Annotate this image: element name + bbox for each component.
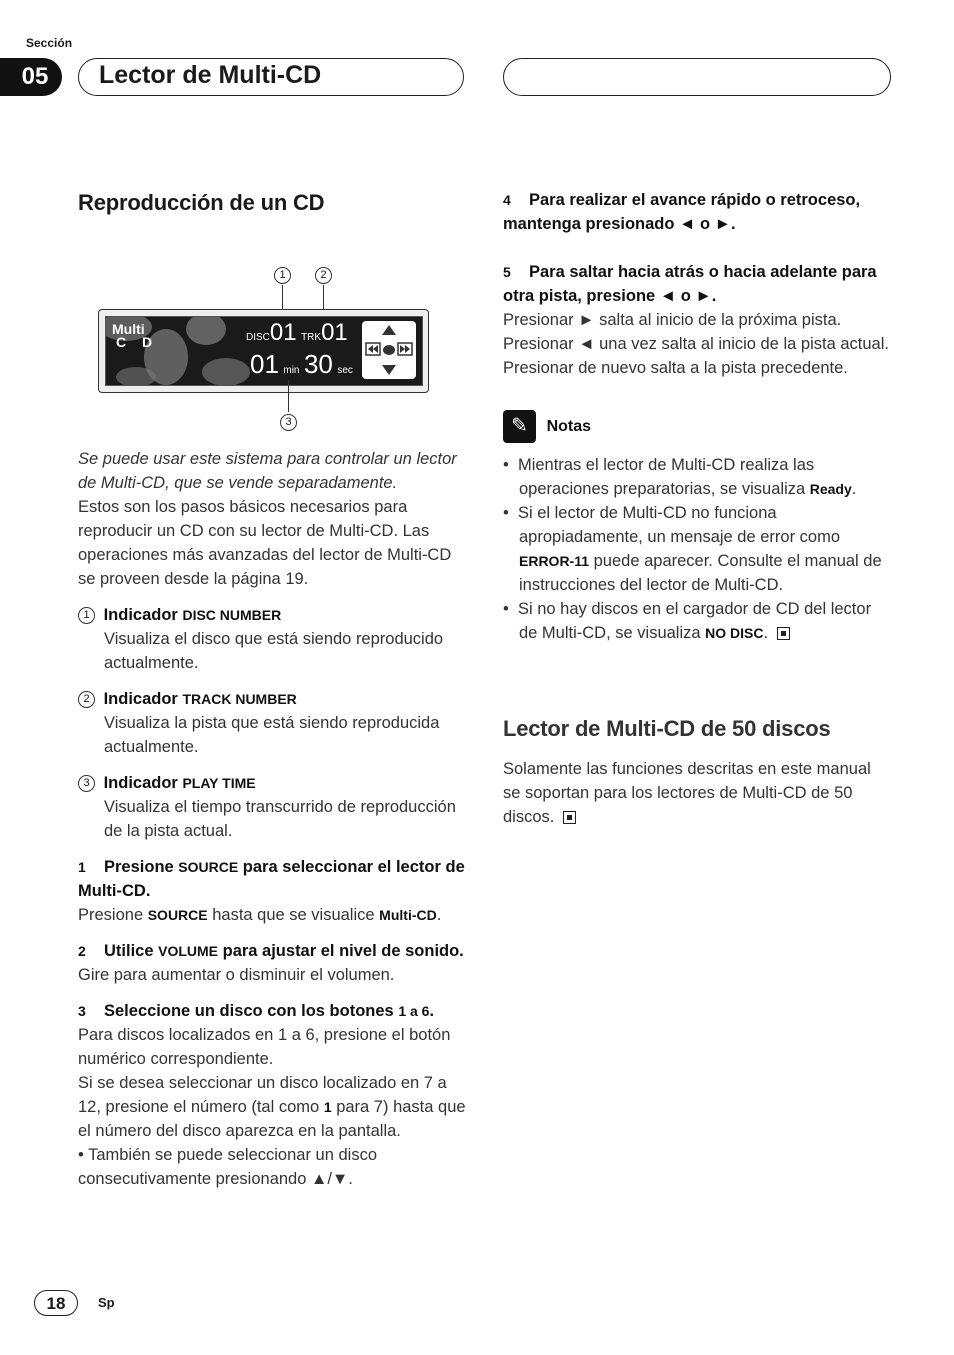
step-text-b: hasta que se visualice	[212, 906, 375, 924]
step-text-2b: para 7) hasta que el número del disco aparezca en la pantalla.	[78, 1098, 466, 1140]
indicator-item	[78, 687, 466, 759]
indicator-num: 3	[78, 775, 95, 792]
brand-logo	[112, 323, 158, 349]
note-key: ERROR-11	[519, 553, 590, 569]
step-title-a: Presione	[104, 858, 174, 876]
disc-label: DISC	[246, 332, 270, 343]
step-key: SOURCE	[178, 859, 239, 875]
step-title-a: Utilice	[104, 942, 154, 960]
indicator-num: 1	[78, 607, 95, 624]
note-key: Ready	[809, 481, 852, 497]
step-text-key: SOURCE	[147, 907, 208, 923]
note-item: • Si el lector de Multi-CD no funciona apropiadamente, un mensaje de error como ERROR-11 puede aparecer. Consulte el manual de instrucciones del lector de Multi-CD.	[503, 504, 882, 594]
indicator-item	[78, 603, 466, 675]
step-2	[78, 939, 466, 987]
callout-1: 1	[274, 267, 291, 284]
step-5	[503, 260, 891, 380]
left-column	[78, 447, 466, 1191]
step-4	[503, 188, 891, 236]
section-label: Sección	[26, 36, 73, 50]
note-text: Mientras el lector de Multi-CD realiza las operaciones preparatorias, se visualiza	[517, 456, 815, 498]
paragraph-text: Solamente las funciones descritas en este manual se soportan para los lectores de Multi-CD de 50 discos.	[503, 760, 871, 826]
sec-value: 30	[303, 349, 333, 379]
step-number: 1	[78, 859, 86, 875]
control-pad-icon	[362, 321, 416, 379]
note-text-end: puede aparecer. Consulte el manual de instrucciones del lector de Multi-CD.	[519, 552, 882, 594]
indicator-name: TRACK NUMBER	[182, 691, 297, 707]
step-title: Para realizar el avance rápido o retroceso, mantenga presionado ◄ o ►.	[503, 191, 861, 233]
callout-3: 3	[280, 414, 297, 431]
step-desc: Presionar ► salta al inicio de la próxima pista. Presionar ◄ una vez salta al inicio de la pista actual. Presionar de nuevo salta a la pista precedente.	[503, 311, 889, 377]
callout-2: 2	[315, 267, 332, 284]
callout-line-3	[288, 380, 289, 412]
stop-icon	[777, 627, 790, 640]
intro-italic: Se puede usar este sistema para controlar un lector de Multi-CD, que se vende separadamente.	[78, 450, 457, 492]
notes-header	[503, 410, 891, 443]
time-row	[250, 349, 353, 380]
right-column	[503, 188, 891, 829]
notes-list	[503, 453, 891, 645]
section-heading: Reproducción de un CD	[78, 190, 325, 215]
step-text-2key: 1	[323, 1099, 332, 1115]
chapter-title: Lector de Multi-CD	[78, 58, 464, 96]
note-item: • Si no hay discos en el cargador de CD del lector de Multi-CD, se visualiza NO DISC.	[503, 600, 872, 642]
trk-value: 01	[321, 319, 348, 346]
indicator-label: Indicador	[103, 774, 178, 792]
indicator-desc: Visualiza el disco que está siendo reproducido actualmente.	[104, 630, 444, 672]
section-heading-2: Lector de Multi-CD de 50 discos	[503, 716, 831, 741]
indicator-item	[78, 771, 466, 843]
step-text-val: Multi-CD	[379, 907, 437, 923]
min-value: 01	[250, 349, 279, 379]
step-key: 1 a 6	[398, 1003, 430, 1019]
note-key: NO DISC	[705, 625, 764, 641]
note-text: Si el lector de Multi-CD no funciona apropiadamente, un mensaje de error como	[517, 504, 841, 546]
step-number: 2	[78, 943, 86, 959]
indicator-name: DISC NUMBER	[182, 607, 282, 623]
step-number: 3	[78, 1003, 86, 1019]
indicator-desc: Visualiza la pista que está siendo reproducida actualmente.	[104, 714, 440, 756]
indicator-label: Indicador	[103, 606, 178, 624]
step-3	[78, 999, 466, 1191]
stop-icon	[563, 811, 576, 824]
step-1	[78, 855, 466, 927]
step-number: 4	[503, 192, 511, 208]
trk-label: TRK	[301, 332, 322, 343]
step-text-end: .	[436, 906, 442, 924]
section-number: 05	[0, 58, 62, 96]
sec-label: sec	[337, 365, 353, 376]
notes-title: Notas	[546, 417, 592, 435]
step-number: 5	[503, 264, 511, 280]
display-panel	[98, 309, 429, 393]
paragraph-50-disc	[503, 757, 891, 829]
display-screen	[105, 316, 423, 386]
brand-bottom: C D	[116, 334, 159, 350]
step-title-b: .	[429, 1002, 435, 1020]
indicator-desc: Visualiza el tiempo transcurrido de reproducción de la pista actual.	[104, 798, 456, 840]
step-title-a: Seleccione un disco con los botones	[104, 1002, 394, 1020]
pencil-icon: ✎	[503, 410, 536, 443]
step-bullet: • También se puede seleccionar un disco consecutivamente presionando ▲/▼.	[78, 1146, 377, 1188]
chapter-title-box-empty	[503, 58, 891, 96]
display-illustration	[98, 262, 430, 440]
indicator-num: 2	[78, 691, 95, 708]
min-label: min	[283, 365, 300, 376]
indicator-label: Indicador	[103, 690, 178, 708]
note-text: Si no hay discos en el cargador de CD del lector de Multi-CD, se visualiza	[517, 600, 872, 642]
step-text: Gire para aumentar o disminuir el volumen.	[78, 966, 395, 984]
intro-text: Estos son los pasos básicos necesarios para reproducir un CD con su lector de Multi-CD. Las operaciones más avanzadas del lector de Multi-CD se proveen desde la página 19.	[78, 498, 452, 588]
note-item: • Mientras el lector de Multi-CD realiza las operaciones preparatorias, se visualiza Ready.	[503, 456, 857, 498]
disc-track-row	[246, 319, 348, 347]
step-title-b: para seleccionar el lector de Multi-CD.	[78, 858, 465, 900]
note-text-end: .	[763, 624, 769, 642]
step-key: VOLUME	[158, 943, 219, 959]
brand-top: Multi	[112, 321, 145, 337]
step-title: Para saltar hacia atrás o hacia adelante para otra pista, presione ◄ o ►.	[503, 263, 877, 305]
page-number: 18	[34, 1290, 78, 1316]
note-text-end: .	[851, 480, 857, 498]
step-text-2a: Si se desea seleccionar un disco localizado en 7 a 12, presione el número (tal como	[78, 1074, 447, 1116]
step-text-a: Presione	[78, 906, 144, 924]
disc-value: 01	[269, 319, 297, 346]
indicator-name: PLAY TIME	[182, 775, 256, 791]
step-title-b: para ajustar el nivel de sonido.	[222, 942, 464, 960]
language-code: Sp	[98, 1295, 115, 1310]
step-text-1: Para discos localizados en 1 a 6, presione el botón numérico correspondiente.	[78, 1026, 451, 1068]
